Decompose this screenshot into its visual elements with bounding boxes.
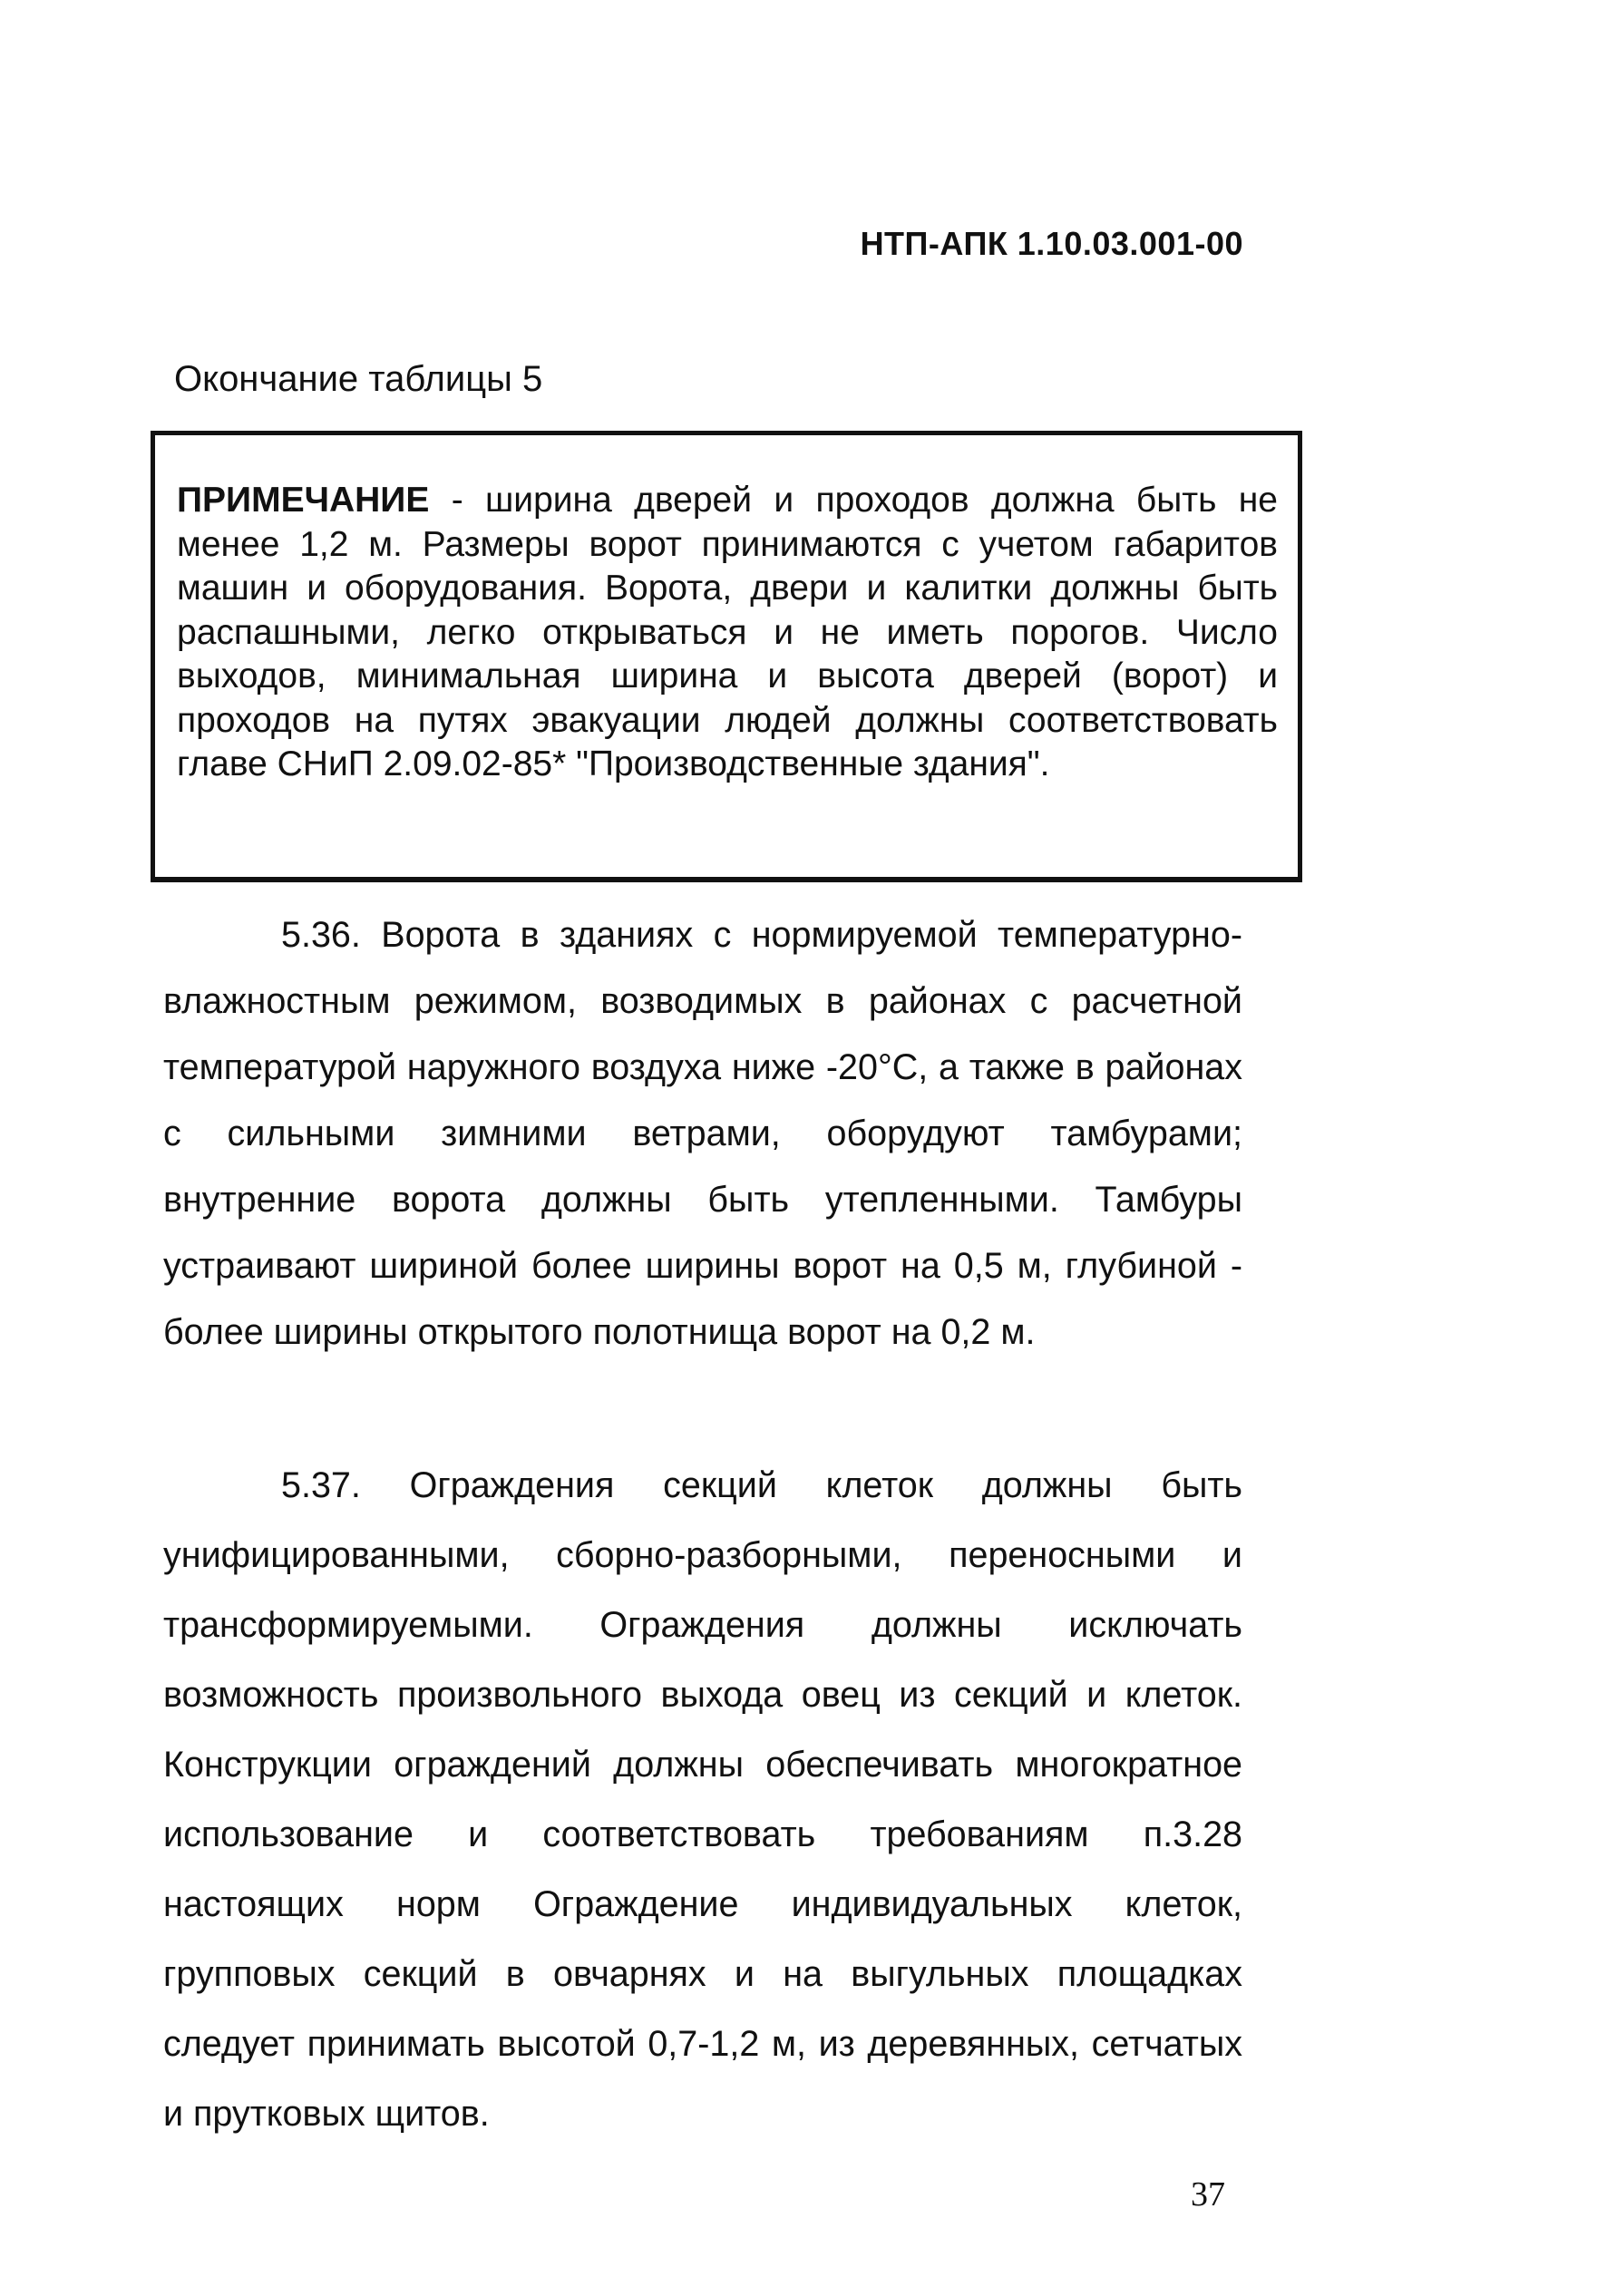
note-box: [151, 431, 1302, 882]
note-text: - ширина дверей и проходов должна быть не менее 1,2 м. Размеры ворот принимаются с учетом габаритов машин и оборудования. Ворота, двери и калитки должны быть распашными, легко открываться и не иметь порогов. Число выходов, минимальная ширина и высота дверей (ворот) и проходов на путях эвакуации людей должны соответствовать главе СНиП 2.09.02-85* "Производственные здания".: [177, 481, 1278, 783]
paragraph-number: 5.37.: [281, 1465, 361, 1505]
paragraph-text: Ворота в зданиях с нормируемой температурно-влажностным режимом, возводимых в районах с расчетной температурой наружного воздуха ниже -20°С, а также в районах с сильными зимними ветрами, оборудуют тамбурами; внутренние ворота должны быть утепленными. Тамбуры устраивают шириной более ширины ворот на 0,5 м, глубиной - более ширины открытого полотнища ворот на 0,2 м.: [163, 915, 1242, 1352]
page-number: 37: [1191, 2175, 1225, 2213]
paragraph-number: 5.36.: [281, 915, 361, 955]
note-title: ПРИМЕЧАНИЕ: [177, 481, 430, 520]
paragraph-text: Ограждения секций клеток должны быть унифицированными, сборно-разборными, переносными и трансформируемыми. Ограждения должны исключать возможность произвольного выхода овец из секций и клеток. Конструкции ограждений должны обеспечивать многократное использование и соответствовать требованиям п.3.28 настоящих норм Ограждение индивидуальных клеток, групповых секций в овчарнях и на выгульных площадках следует принимать высотой 0,7-1,2 м, из деревянных, сетчатых и прутковых щитов.: [163, 1465, 1242, 2134]
document-code: НТП-АПК 1.10.03.001-00: [860, 225, 1243, 262]
table-caption: Окончание таблицы 5: [174, 359, 543, 399]
paragraph-5-37: [163, 1451, 1242, 2149]
paragraph-5-36: [163, 902, 1242, 1366]
